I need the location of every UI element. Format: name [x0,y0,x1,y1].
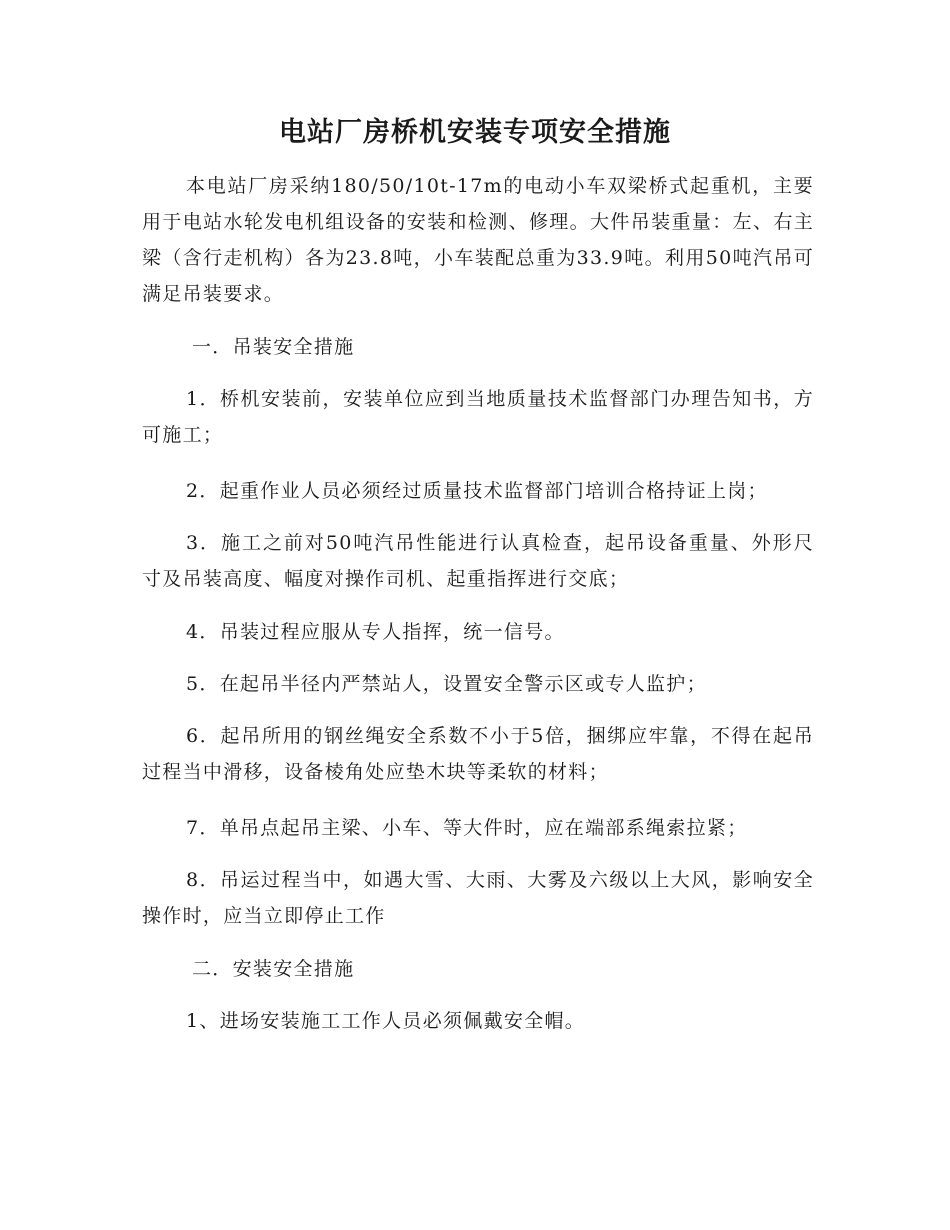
document-title: 电站厂房桥机安装专项安全措施 [279,117,671,148]
lifting-item-8: 8．吊运过程当中，如遇大雪、大雨、大雾及六级以上大风，影响安全操作时，应当立即停止工作 [142,869,814,927]
intro-paragraph: 本电站厂房采纳180/50/10t-17m的电动小车双梁桥式起重机，主要用于电站水轮发电机组设备的安装和检测、修理。大件吊装重量：左、右主梁（含行走机构）各为23.8吨，小车装配总重为33.9吨。利用50吨汽吊可满足吊装要求。 [142,175,814,305]
lifting-item-4: 4．吊装过程应服从专人指挥，统一信号。 [186,621,565,643]
lifting-item-6: 6．起吊所用的钢丝绳安全系数不小于5倍，捆绑应牢靠，不得在起吊过程当中滑移，设备棱角处应垫木块等柔软的材料； [142,725,814,783]
lifting-item-3: 3．施工之前对50吨汽吊性能进行认真检查，起吊设备重量、外形尺寸及吊装高度、幅度对操作司机、起重指挥进行交底； [142,532,814,590]
section-heading-installation-safety: 二．安装安全措施 [192,958,355,980]
lifting-item-2: 2．起重作业人员必须经过质量技术监督部门培训合格持证上岗； [186,480,768,502]
lifting-item-5: 5．在起吊半径内严禁站人，设置安全警示区或专人监护； [186,673,707,695]
installation-item-1: 1、进场安装施工工作人员必须佩戴安全帽。 [186,1010,586,1032]
section-heading-lifting-safety: 一．吊装安全措施 [192,336,355,358]
lifting-item-1: 1．桥机安装前，安装单位应到当地质量技术监督部门办理告知书，方可施工； [142,388,814,446]
lifting-item-7: 7．单吊点起吊主梁、小车、等大件时，应在端部系绳索拉紧； [186,817,748,839]
